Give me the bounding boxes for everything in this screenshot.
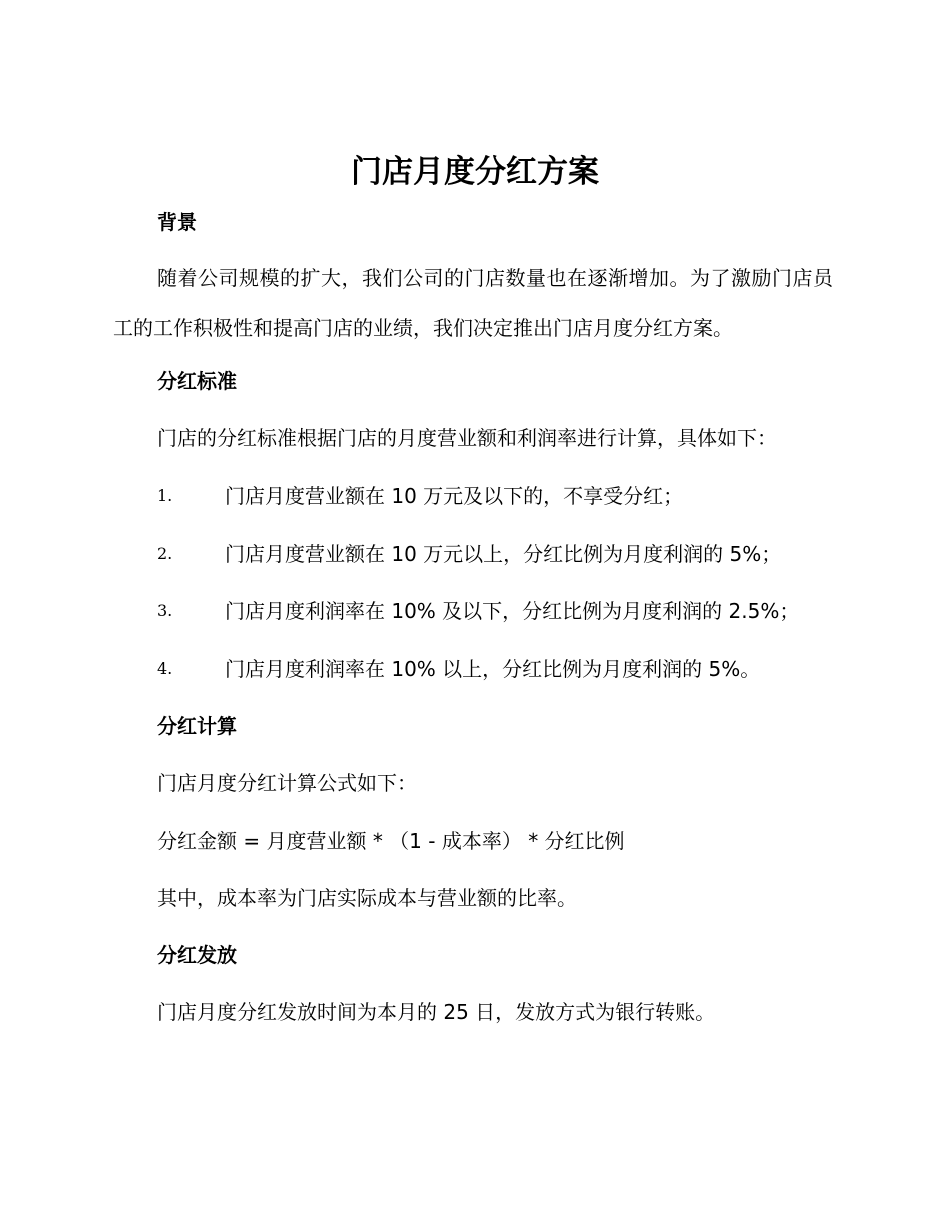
section-heading-dividend-distribution: 分红发放 [157, 943, 237, 967]
list-item-number: 2. [157, 544, 173, 563]
section-heading-dividend-standard: 分红标准 [157, 369, 237, 393]
section-heading-background: 背景 [157, 210, 197, 234]
list-item-text: 门店月度营业额在 10 万元及以下的，不享受分红； [225, 484, 684, 508]
list-item-text: 门店月度利润率在 10% 以上，分红比例为月度利润的 5%。 [225, 657, 761, 681]
document-title: 门店月度分红方案 [351, 154, 599, 190]
list-item-number: 3. [157, 601, 173, 620]
background-paragraph: 随着公司规模的扩大，我们公司的门店数量也在逐渐增加。为了激励门店员工的工作积极性和提高门店的业绩，我们决定推出门店月度分红方案。 [113, 266, 833, 340]
dividend-standard-intro: 门店的分红标准根据门店的月度营业额和利润率进行计算，具体如下： [157, 426, 777, 450]
distribution-paragraph: 门店月度分红发放时间为本月的 25 日，发放方式为银行转账。 [157, 1000, 716, 1024]
calculation-formula: 分红金额 = 月度营业额 * （1 - 成本率） * 分红比例 [157, 829, 625, 853]
list-item-text: 门店月度营业额在 10 万元以上，分红比例为月度利润的 5%； [225, 542, 782, 566]
list-item-text: 门店月度利润率在 10% 及以下，分红比例为月度利润的 2.5%； [225, 599, 800, 623]
calculation-note: 其中，成本率为门店实际成本与营业额的比率。 [157, 886, 577, 910]
list-item-number: 4. [157, 659, 173, 678]
section-heading-dividend-calculation: 分红计算 [157, 714, 237, 738]
calculation-intro: 门店月度分红计算公式如下： [157, 771, 417, 795]
list-item-number: 1. [157, 486, 173, 505]
